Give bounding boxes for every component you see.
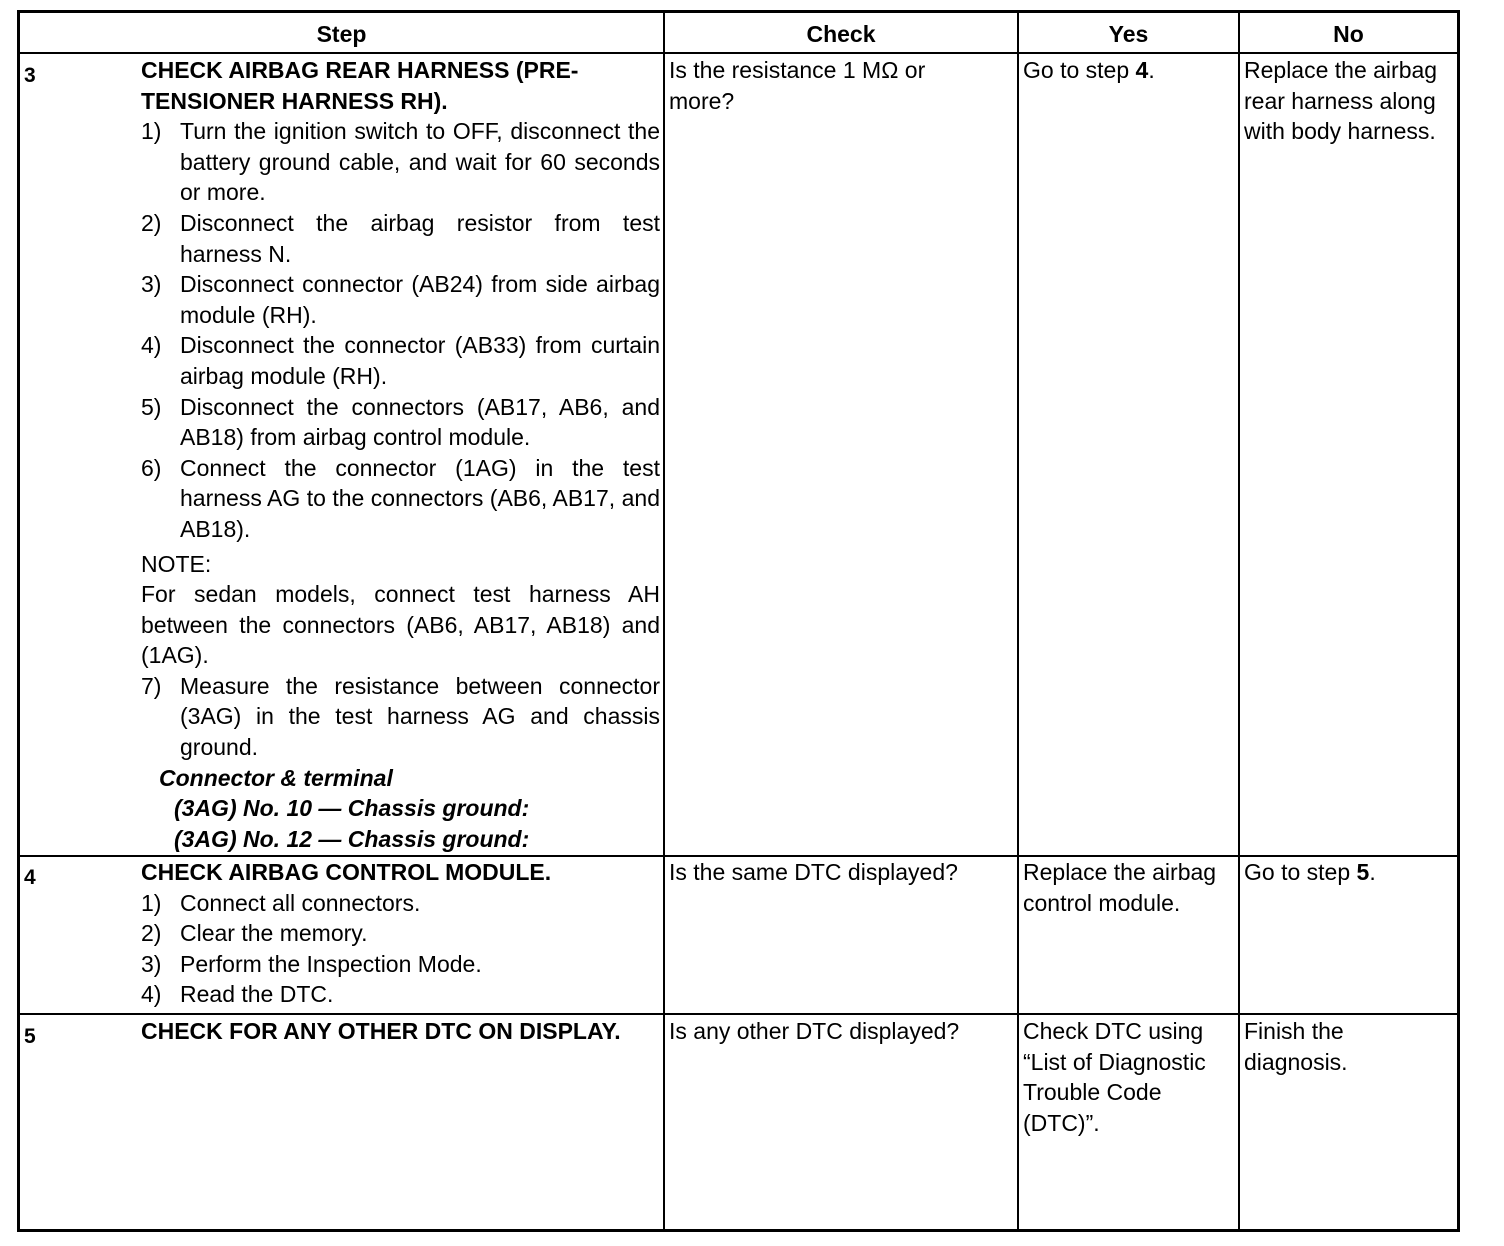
step-title: CHECK AIRBAG REAR HARNESS (PRE-TENSIONER HARNESS RH). [141, 57, 579, 114]
step-number: 4 [24, 866, 36, 889]
step-item: 4) Disconnect the connector (AB33) from curtain airbag module (RH). [141, 332, 660, 389]
step-number: 5 [24, 1025, 36, 1048]
step-item: 1) Turn the ignition switch to OFF, disconnect the battery ground cable, and wait for 60 seconds or more. [141, 118, 660, 206]
step-content [141, 1016, 663, 1047]
header-step: Step [316, 21, 367, 47]
check-cell: Is the same DTC displayed? [669, 859, 958, 885]
step-item: 5) Disconnect the connectors (AB17, AB6, and AB18) from airbag control module. [141, 393, 660, 451]
column-divider [1017, 13, 1019, 1229]
column-divider [663, 13, 665, 1229]
step-item: 7) Measure the resistance between connector (3AG) in the test harness AG and chassis ground. [141, 672, 660, 761]
step-title: CHECK FOR ANY OTHER DTC ON DISPLAY. [141, 1018, 621, 1044]
note-label: NOTE: [141, 550, 212, 577]
yes-cell: Replace the airbag control module. [1023, 859, 1217, 916]
step-item: 2) Clear the memory. [141, 920, 368, 947]
yes-cell: Check DTC using “List of Diagnostic Trouble Code (DTC)”. [1023, 1018, 1206, 1136]
step-title: CHECK AIRBAG CONTROL MODULE. [141, 859, 552, 885]
step-number: 3 [24, 64, 36, 87]
spec-heading: Connector & terminal [159, 764, 393, 791]
no-cell: Finish the diagnosis. [1244, 1018, 1348, 1075]
step-item: 2) Disconnect the airbag resistor from test harness N. [141, 209, 660, 267]
step-item: 3) Perform the Inspection Mode. [141, 950, 482, 977]
no-cell: Go to step 5. [1244, 859, 1376, 885]
step-content [141, 55, 660, 854]
step-item: 4) Read the DTC. [141, 981, 334, 1008]
step-item: 6) Connect the connector (1AG) in the test harness AG to the connectors (AB6, AB17, and AB18). [141, 454, 660, 542]
yes-cell: Go to step 4. [1023, 57, 1155, 83]
spec-line: (3AG) No. 10 — Chassis ground: [174, 795, 530, 822]
column-divider [1238, 13, 1240, 1229]
step-item: 1) Connect all connectors. [141, 889, 421, 916]
header-no: No [1333, 21, 1364, 47]
check-cell: Is the resistance 1 MΩ or more? [669, 57, 926, 114]
diagnostic-table [17, 10, 1460, 1232]
check-cell: Is any other DTC displayed? [669, 1018, 960, 1044]
note-text: For sedan models, connect test harness AH between the connectors (AB6, AB17, AB18) and (1AG). [141, 581, 660, 669]
header-check: Check [806, 21, 876, 47]
step-item: 3) Disconnect connector (AB24) from side airbag module (RH). [141, 271, 660, 328]
step-content [141, 857, 660, 1010]
spec-line: (3AG) No. 12 — Chassis ground: [174, 825, 530, 852]
header-yes: Yes [1108, 21, 1149, 47]
no-cell: Replace the airbag rear harness along with body harness. [1244, 57, 1438, 145]
row-divider [20, 1013, 1457, 1015]
